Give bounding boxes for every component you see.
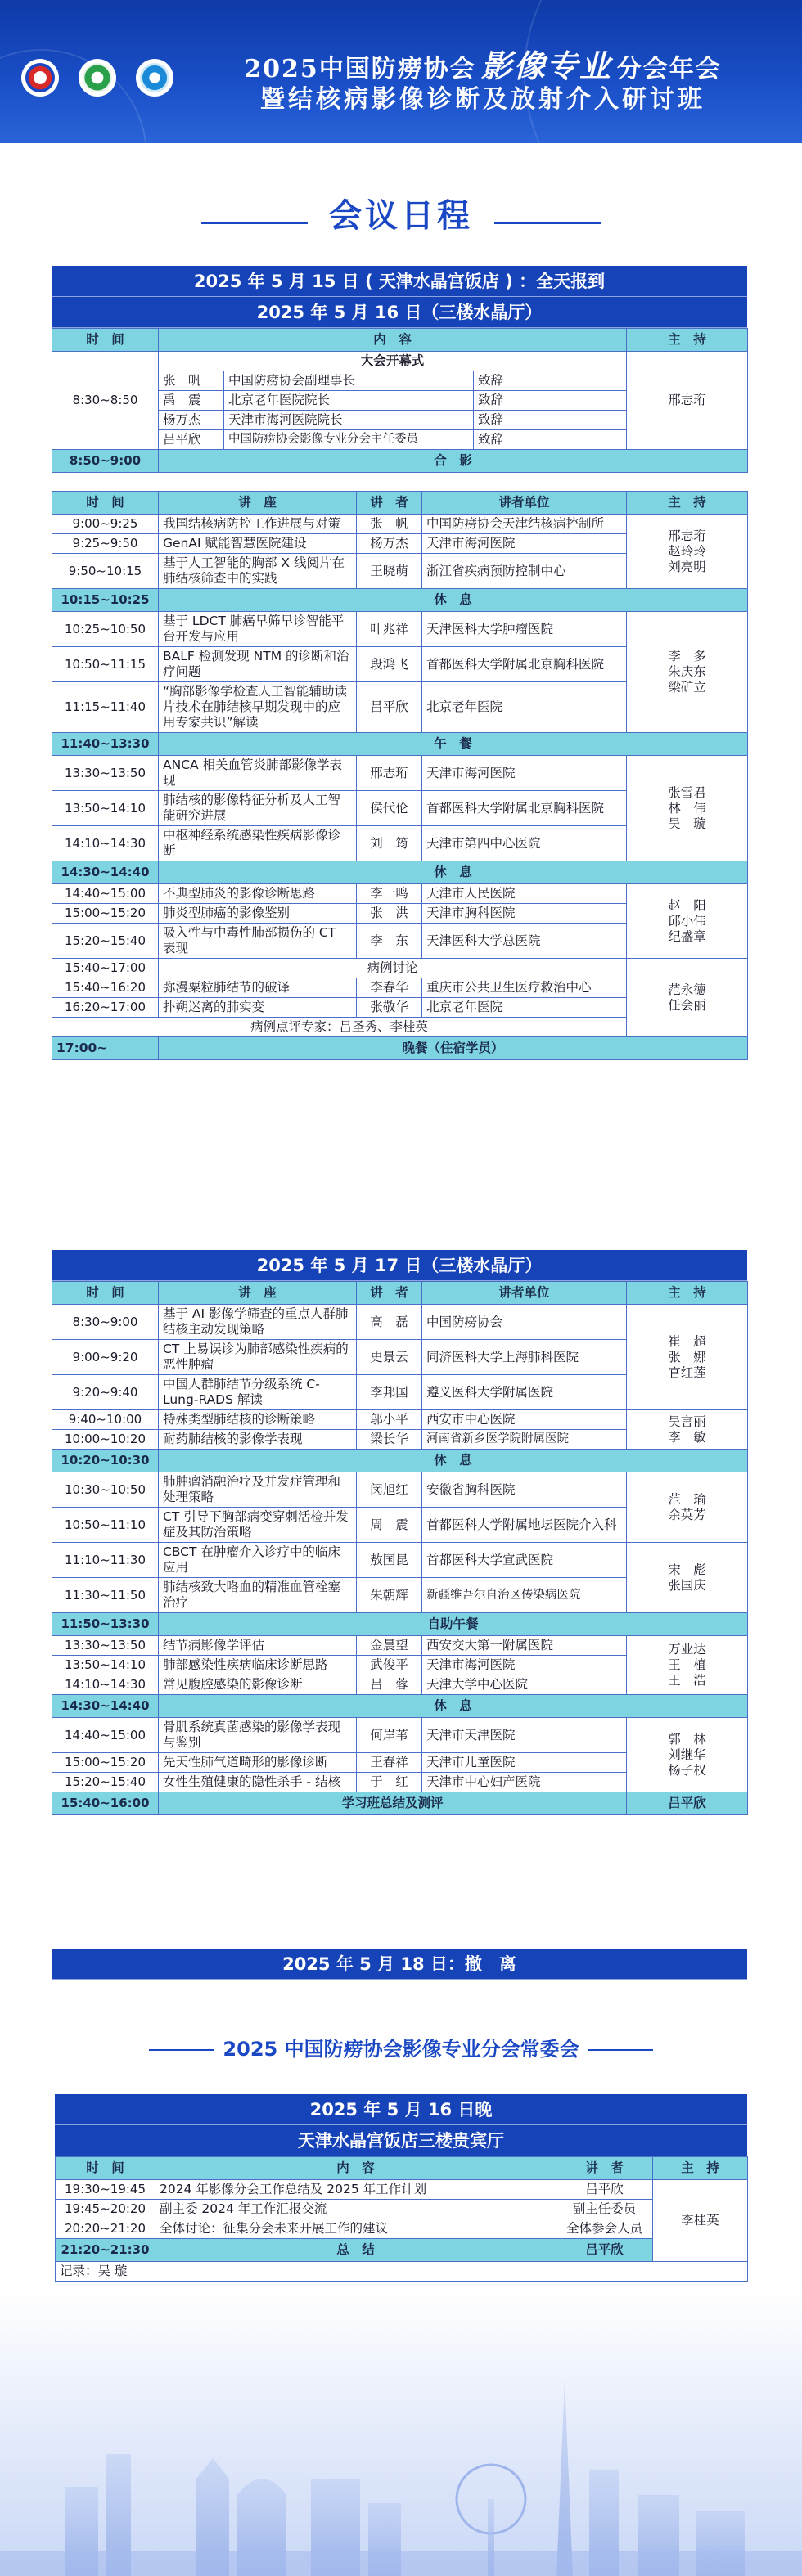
host-name: 张 娜 [668,1349,706,1364]
lecture-topic: 先天性肺气道畸形的影像诊断 [159,1753,357,1773]
lecture-speaker: 王春祥 [357,1753,422,1773]
lecture-speaker: 叶兆祥 [357,612,422,647]
lecture-topic: 骨肌系统真菌感染的影像学表现与鉴别 [159,1718,357,1753]
committee-title: 2025 中国防痨协会影像专业分会常委会 [223,2038,579,2061]
agenda-time: 20:20~21:20 [56,2219,155,2239]
col-time: 时 间 [52,1282,159,1305]
break-label: 午 餐 [159,733,748,756]
lecture-unit: 天津市中心妇产医院 [422,1773,627,1792]
red-cross-logo-icon [21,59,59,97]
day-17-schedule [52,1250,747,1815]
opening-table [52,328,748,473]
lecture-speaker: 杨万杰 [357,534,422,554]
closing-time: 15:40~16:00 [52,1792,159,1815]
closing-label: 学习班总结及测评 [159,1792,627,1815]
break-time: 14:30~14:40 [52,1695,159,1718]
lecture-speaker: 邢志珩 [357,756,422,791]
lecture-time: 14:40~15:00 [52,884,159,904]
opening-time: 8:30~8:50 [52,352,159,450]
lecture-speaker: 敖国昆 [357,1543,422,1578]
lecture-speaker: 王晓萌 [357,554,422,589]
break-label: 休 息 [159,1695,748,1718]
session-hosts [627,1472,748,1543]
title-rule [588,2049,653,2051]
day2-lecture-table [52,491,748,1060]
session-hosts [627,1410,748,1450]
lecture-topic: 肺结核的影像特征分析及人工智能研究进展 [159,791,357,826]
lecture-topic: 肺炎型肺癌的影像鉴别 [159,904,357,924]
lecture-time: 9:00~9:25 [52,515,159,534]
session-hosts [627,756,748,861]
lecture-unit: 河南省新乡医学院附属医院 [422,1430,627,1450]
col-host: 主 持 [653,2157,748,2180]
lecture-topic: 结节病影像学评估 [159,1636,357,1656]
break-time: 10:15~10:25 [52,589,159,612]
session-hosts [627,959,748,1037]
host-name: 赵 阳 [668,897,706,913]
lecture-speaker: 张敬华 [357,998,422,1018]
lecture-unit: 天津市胸科医院 [422,904,627,924]
lecture-topic: 耐药肺结核的影像学表现 [159,1430,357,1450]
session-hosts [627,1543,748,1613]
lecture-topic: ANCA 相关血管炎肺部影像学表现 [159,756,357,791]
lecture-unit: 天津市海河医院 [422,1656,627,1675]
agenda-time: 19:45~20:20 [56,2200,155,2219]
lecture-time: 16:20~17:00 [52,998,159,1018]
lecture-topic: 吸入性与中毒性肺部损伤的 CT 表现 [159,924,357,959]
lecture-time: 9:40~10:00 [52,1410,159,1430]
ground-strip [0,2551,802,2576]
decor-circle [0,49,147,143]
session-hosts [627,612,748,733]
lecture-topic: 不典型肺炎的影像诊断思路 [159,884,357,904]
lecture-time: 9:25~9:50 [52,534,159,554]
host-name: 李 敏 [668,1429,706,1445]
committee-schedule [55,2094,747,2282]
lecture-time: 9:20~9:40 [52,1375,159,1410]
speaker-role: 中国防痨协会副理事长 [224,371,474,391]
col-unit: 讲者单位 [422,1282,627,1305]
summary-time: 21:20~21:30 [56,2239,155,2262]
association-logo-icon [79,59,116,97]
lecture-unit: 西安市中心医院 [422,1410,627,1430]
lecture-topic: 常见腹腔感染的影像诊断 [159,1675,357,1695]
imaging-branch-logo-icon [136,59,173,97]
speaker-name: 吕平欣 [159,430,224,450]
host-name: 杨子权 [668,1762,706,1778]
break-time: 11:40~13:30 [52,733,159,756]
header-title-script: 影像专业 [480,47,612,84]
host-name: 吴 璇 [668,816,706,831]
lecture-unit: 北京老年医院 [422,998,627,1018]
lecture-topic: 基于人工智能的胸部 X 线阅片在肺结核筛查中的实践 [159,554,357,589]
speaker-name: 杨万杰 [159,411,224,430]
host-name: 吴言丽 [668,1414,706,1429]
closing-host: 吕平欣 [627,1792,748,1815]
summary-speaker: 吕平欣 [556,2239,653,2262]
lecture-time: 15:20~15:40 [52,924,159,959]
lecture-speaker: 李邦国 [357,1375,422,1410]
lecture-unit: 重庆市公共卫生医疗救治中心 [422,978,627,998]
host-name: 崔 超 [668,1333,706,1349]
photo-time: 8:50~9:00 [52,450,159,473]
lecture-unit: 天津市人民医院 [422,884,627,904]
lecture-speaker: 何岸苇 [357,1718,422,1753]
lecture-unit: 同济医科大学上海肺科医院 [422,1340,627,1375]
dinner-label: 晚餐（住宿学员） [159,1037,748,1060]
lecture-speaker: 武俊平 [357,1656,422,1675]
lecture-unit: 新疆维吾尔自治区传染病医院 [422,1578,627,1613]
discussion-label: 病例讨论 [159,959,627,978]
break-label: 休 息 [159,1450,748,1472]
agenda-content: 全体讨论：征集分会未来开展工作的建议 [155,2219,556,2239]
speaker-role: 北京老年医院院长 [224,391,474,411]
committee-venue-bar: 天津水晶宫饭店三楼贵宾厅 [55,2125,747,2156]
host-name: 官红莲 [668,1364,706,1380]
col-speaker: 讲 者 [357,492,422,515]
lecture-speaker: 高 磊 [357,1305,422,1340]
recorder: 记录：吴 璇 [56,2262,748,2282]
session-hosts [627,1718,748,1792]
break-time: 11:50~13:30 [52,1613,159,1636]
lecture-unit: 中国防痨协会天津结核病控制所 [422,515,627,534]
lecture-speaker: 邬小平 [357,1410,422,1430]
host-name: 张国庆 [668,1577,706,1593]
host-name: 任会丽 [668,997,706,1013]
lecture-unit: 天津市天津医院 [422,1718,627,1753]
session-hosts [627,1305,748,1410]
session-hosts [627,515,748,589]
day2-bar: 2025 年 5 月 16 日（三楼水晶厅） [52,297,747,328]
lecture-time: 10:50~11:10 [52,1508,159,1543]
lecture-topic: 特殊类型肺结核的诊断策略 [159,1410,357,1430]
host-name: 刘继华 [668,1747,706,1762]
lecture-topic: 扑朔迷离的肺实变 [159,998,357,1018]
lecture-topic: 我国结核病防控工作进展与对策 [159,515,357,534]
lecture-time: 10:00~10:20 [52,1430,159,1450]
day4-bar: 2025 年 5 月 18 日：撤 离 [52,1949,747,1980]
lecture-time: 8:30~9:00 [52,1305,159,1340]
break-time: 10:20~10:30 [52,1450,159,1472]
lecture-time: 14:10~14:30 [52,1675,159,1695]
speaker-act: 致辞 [474,430,627,450]
header-banner [0,0,802,143]
lecture-unit: 天津市海河医院 [422,534,627,554]
host-name: 李 多 [668,649,706,663]
dinner-time: 17:00~ [52,1037,159,1060]
lecture-unit: 安徽省胸科医院 [422,1472,627,1508]
agenda-content: 副主委 2024 年工作汇报交流 [155,2200,556,2219]
break-time: 14:30~14:40 [52,861,159,884]
lecture-topic: BALF 检测发现 NTM 的诊断和治疗问题 [159,647,357,682]
lecture-time: 13:30~13:50 [52,1636,159,1656]
lecture-speaker: 梁长华 [357,1430,422,1450]
committee-table [55,2156,748,2282]
speaker-role: 中国防痨协会影像专业分会主任委员 [224,430,474,450]
page-title-row [0,190,802,236]
lecture-speaker: 史景云 [357,1340,422,1375]
header-title-pre: 2025中国防痨协会 [244,55,476,83]
lecture-unit: 天津大学中心医院 [422,1675,627,1695]
col-content: 内 容 [159,329,627,352]
lecture-time: 15:20~15:40 [52,1773,159,1792]
lecture-unit: 天津医科大学肿瘤医院 [422,612,627,647]
break-label: 休 息 [159,589,748,612]
lecture-topic: CT 上易误诊为肺部感染性疾病的恶性肿瘤 [159,1340,357,1375]
committee-date-bar: 2025 年 5 月 16 日晚 [55,2094,747,2125]
lecture-time: 13:50~14:10 [52,791,159,826]
break-label: 自助午餐 [159,1613,748,1636]
lecture-unit: 天津医科大学总医院 [422,924,627,959]
host-name: 万业达 [668,1642,706,1657]
lecture-unit: 首都医科大学宣武医院 [422,1543,627,1578]
lecture-speaker: 金晨望 [357,1636,422,1656]
host-name: 宋 彪 [668,1562,706,1577]
lecture-time: 10:30~10:50 [52,1472,159,1508]
speaker-name: 张 帆 [159,371,224,391]
day3-lecture-table [52,1281,748,1815]
host-name: 邢志珩 [668,528,706,543]
lecture-unit: 天津市第四中心医院 [422,826,627,861]
lecture-time: 15:00~15:20 [52,1753,159,1773]
col-topic: 讲 座 [159,1282,357,1305]
lecture-speaker: 李春华 [357,978,422,998]
lecture-speaker: 李一鸣 [357,884,422,904]
col-unit: 讲者单位 [422,492,627,515]
host-name: 范永德 [668,982,706,997]
lecture-time: 14:40~15:00 [52,1718,159,1753]
col-time: 时 间 [52,329,159,352]
lecture-time: 9:00~9:20 [52,1340,159,1375]
session-hosts [627,1636,748,1695]
city-skyline-decoration [0,2291,802,2576]
committee-title-row [0,2033,802,2061]
lecture-speaker: 闵旭红 [357,1472,422,1508]
col-content: 内 容 [155,2157,556,2180]
host-name: 梁矿立 [668,680,706,695]
host-name: 王 浩 [668,1673,706,1688]
col-time: 时 间 [52,492,159,515]
spacer [52,473,747,491]
lecture-topic: 弥漫粟粒肺结节的破译 [159,978,357,998]
lecture-topic: 中国人群肺结节分级系统 C-Lung-RADS 解读 [159,1375,357,1410]
lecture-topic: 肺部感染性疾病临床诊断思路 [159,1656,357,1675]
day3-bar: 2025 年 5 月 17 日（三楼水晶厅） [52,1250,747,1281]
lecture-time: 15:00~15:20 [52,904,159,924]
photo-label: 合 影 [159,450,748,473]
lecture-speaker: 吕平欣 [357,682,422,733]
lecture-time: 10:25~10:50 [52,612,159,647]
session-hosts [627,884,748,959]
opening-host: 邢志珩 [627,352,748,450]
host-name: 林 伟 [668,800,706,816]
host-name: 赵玲玲 [668,543,706,559]
lecture-unit: 遵义医科大学附属医院 [422,1375,627,1410]
lecture-topic: CT 引导下胸部病变穿刺活检并发症及其防治策略 [159,1508,357,1543]
lecture-time: 13:30~13:50 [52,756,159,791]
lecture-time: 15:40~16:20 [52,978,159,998]
lecture-unit: 西安交大第一附属医院 [422,1636,627,1656]
host-name: 邱小伟 [668,913,706,928]
lecture-topic: 肺结核致大咯血的精准血管栓塞治疗 [159,1578,357,1613]
col-host: 主 持 [627,329,748,352]
lecture-speaker: 张 帆 [357,515,422,534]
host-name: 郭 林 [668,1731,706,1747]
speaker-act: 致辞 [474,371,627,391]
agenda-speaker: 吕平欣 [556,2180,653,2200]
lecture-speaker: 刘 筠 [357,826,422,861]
lecture-unit: 首都医科大学附属北京胸科医院 [422,647,627,682]
lecture-unit: 天津市儿童医院 [422,1753,627,1773]
day-15-16-schedule [52,266,747,1060]
lecture-topic: 中枢神经系统感染性疾病影像诊断 [159,826,357,861]
lecture-time: 13:50~14:10 [52,1656,159,1675]
lecture-topic: 女性生殖健康的隐性杀手 - 结核 [159,1773,357,1792]
lecture-topic: GenAI 赋能智慧医院建设 [159,534,357,554]
host-name: 纪盛章 [668,928,706,944]
lecture-unit: 北京老年医院 [422,682,627,733]
lecture-speaker: 侯代伦 [357,791,422,826]
title-rule [494,222,601,224]
speaker-act: 致辞 [474,391,627,411]
lecture-time: 11:15~11:40 [52,682,159,733]
lecture-time: 14:10~14:30 [52,826,159,861]
agenda-time: 19:30~19:45 [56,2180,155,2200]
agenda-speaker: 副主任委员 [556,2200,653,2219]
lecture-topic: “胸部影像学检查人工智能辅助读片技术在肺结核早期发现中的应用专家共识”解读 [159,682,357,733]
committee-host: 李桂英 [653,2180,748,2262]
day-18-schedule [52,1949,747,1980]
lecture-time: 11:30~11:50 [52,1578,159,1613]
lecture-topic: CBCT 在肿瘤介入诊疗中的临床应用 [159,1543,357,1578]
discussion-time: 15:40~17:00 [52,959,159,978]
lecture-time: 9:50~10:15 [52,554,159,589]
lecture-unit: 中国防痨协会 [422,1305,627,1340]
lecture-unit: 浙江省疾病预防控制中心 [422,554,627,589]
lecture-speaker: 周 震 [357,1508,422,1543]
speaker-name: 禹 震 [159,391,224,411]
col-topic: 讲 座 [159,492,357,515]
lecture-time: 11:10~11:30 [52,1543,159,1578]
host-name: 余英芳 [668,1507,706,1522]
agenda-content: 2024 年影像分会工作总结及 2025 年工作计划 [155,2180,556,2200]
lecture-unit: 首都医科大学附属北京胸科医院 [422,791,627,826]
host-name: 范 瑜 [668,1491,706,1507]
summary-label: 总 结 [155,2239,556,2262]
lecture-speaker: 朱朝辉 [357,1578,422,1613]
break-label: 休 息 [159,861,748,884]
title-rule [201,222,308,224]
case-experts: 病例点评专家：吕圣秀、李桂英 [52,1018,627,1037]
host-name: 朱庆东 [668,664,706,679]
lecture-unit: 天津市海河医院 [422,756,627,791]
lecture-speaker: 吕 蓉 [357,1675,422,1695]
lecture-topic: 肺肿瘤消融治疗及并发症管理和处理策略 [159,1472,357,1508]
col-speaker: 讲 者 [357,1282,422,1305]
lecture-speaker: 李 东 [357,924,422,959]
speaker-role: 天津市海河医院院长 [224,411,474,430]
header-title-post: 分会年会 [616,55,722,83]
agenda-speaker: 全体参会人员 [556,2219,653,2239]
lecture-speaker: 张 洪 [357,904,422,924]
host-name: 王 植 [668,1657,706,1672]
lecture-topic: 基于 AI 影像学筛查的重点人群肺结核主动发现策略 [159,1305,357,1340]
host-name: 张雪君 [668,784,706,800]
title-rule [149,2049,214,2051]
speaker-act: 致辞 [474,411,627,430]
host-name: 刘亮明 [668,559,706,574]
col-host: 主 持 [627,1282,748,1305]
lecture-topic: 基于 LDCT 肺癌早筛早诊智能平台开发与应用 [159,612,357,647]
day1-bar: 2025 年 5 月 15 日 ( 天津水晶宫饭店 ) ：全天报到 [52,266,747,297]
opening-title: 大会开幕式 [159,352,627,371]
lecture-unit: 首都医科大学附属地坛医院介入科 [422,1508,627,1543]
col-host: 主 持 [627,492,748,515]
col-speaker: 讲 者 [556,2157,653,2180]
page-title: 会议日程 [329,196,473,235]
header-subtitle: 暨结核病影像诊断及放射介入研讨班 [260,85,705,114]
lecture-time: 10:50~11:15 [52,647,159,682]
lecture-speaker: 于 红 [357,1773,422,1792]
col-time: 时 间 [56,2157,155,2180]
lecture-speaker: 段鸿飞 [357,647,422,682]
